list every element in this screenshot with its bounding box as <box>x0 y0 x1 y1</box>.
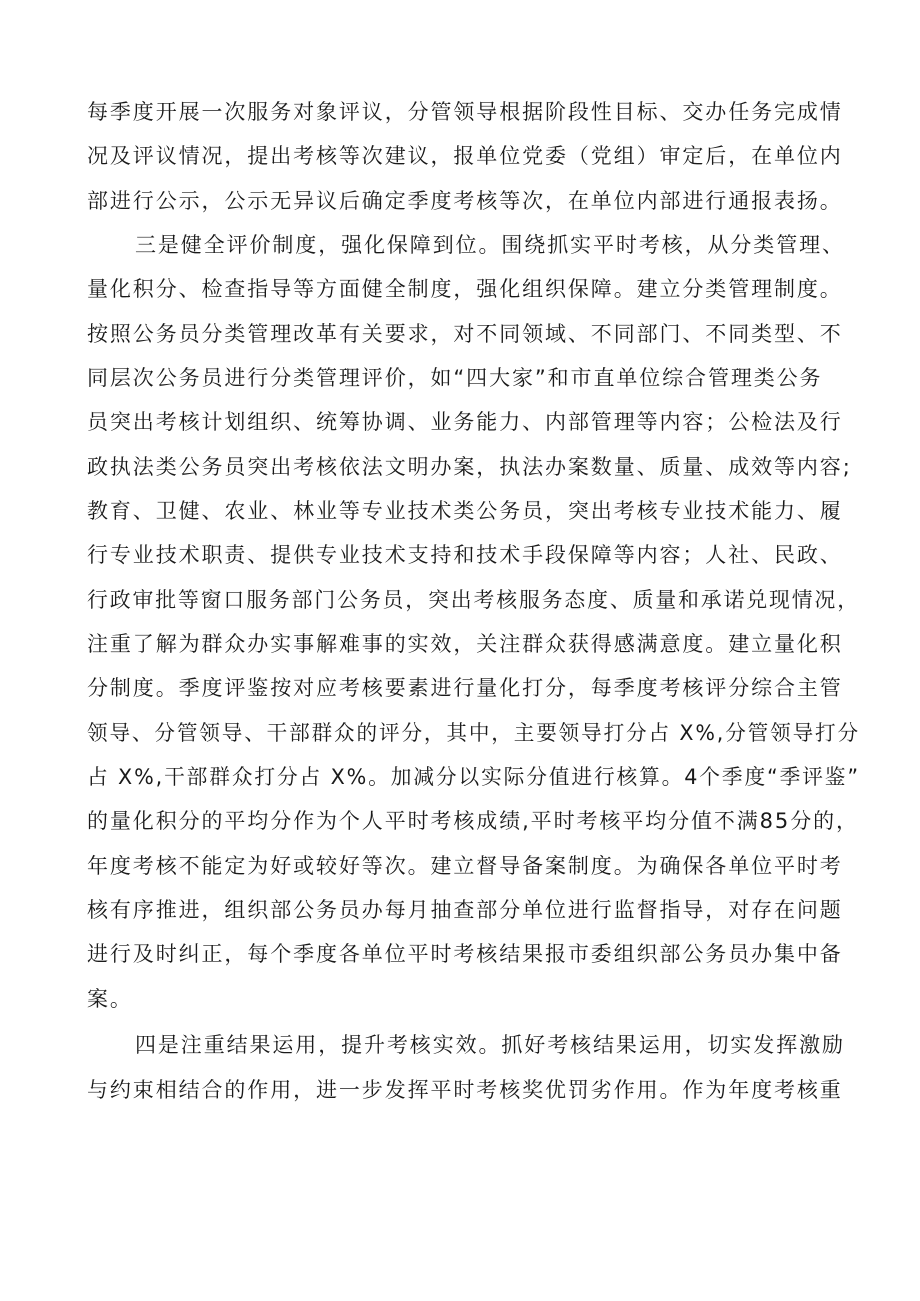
paragraph-2-line-15: 年度考核不能定为好或较好等次。建立督导备案制度。为确保各单位平时考 <box>87 854 843 878</box>
paragraph-2-line-18: 案。 <box>87 987 133 1011</box>
paragraph-2-line-9: 行政审批等窗口服务部门公务员，突出考核服务态度、质量和承诺兑现情况， <box>87 588 861 612</box>
paragraph-2-line-5: 员突出考核计划组织、统筹协调、业务能力、内部管理等内容；公检法及行 <box>87 410 843 434</box>
paragraph-1-line-2: 况及评议情况，提出考核等次建议，报单位党委（党组）审定后，在单位内 <box>87 144 843 168</box>
paragraph-2-line-1: 三是健全评价制度，强化保障到位。围绕抓实平时考核，从分类管理、 <box>135 233 845 257</box>
paragraph-2-line-8: 行专业技术职责、提供专业技术支持和技术手段保障等内容；人社、民政、 <box>87 543 843 567</box>
paragraph-2-line-13: 占 X%,干部群众打分占 X%。加减分以实际分值进行核算。4个季度“季评鉴” <box>87 765 860 789</box>
paragraph-2-line-4: 同层次公务员进行分类管理评价，如“四大家”和市直单位综合管理类公务 <box>87 366 823 390</box>
paragraph-2-line-12: 领导、分管领导、干部群众的评分，其中，主要领导打分占 X%,分管领导打分 <box>87 721 860 745</box>
paragraph-1-line-1: 每季度开展一次服务对象评议，分管领导根据阶段性目标、交办任务完成情 <box>87 100 843 124</box>
paragraph-2-line-11: 分制度。季度评鉴按对应考核要素进行量化打分，每季度考核评分综合主管 <box>87 676 843 700</box>
paragraph-2-line-3: 按照公务员分类管理改革有关要求，对不同领域、不同部门、不同类型、不 <box>87 322 843 346</box>
paragraph-3-line-2: 与约束相结合的作用，进一步发挥平时考核奖优罚劣作用。作为年度考核重 <box>87 1078 843 1102</box>
paragraph-2-line-7: 教育、卫健、农业、林业等专业技术类公务员，突出考核专业技术能力、履 <box>87 499 843 523</box>
paragraph-2-line-14: 的量化积分的平均分作为个人平时考核成绩,平时考核平均分值不满85分的， <box>87 809 859 833</box>
paragraph-2-line-2: 量化积分、检查指导等方面健全制度，强化组织保障。建立分类管理制度。 <box>87 277 843 301</box>
paragraph-1-line-3: 部进行公示，公示无异议后确定季度考核等次，在单位内部进行通报表扬。 <box>87 189 843 213</box>
paragraph-2-line-10: 注重了解为群众办实事解难事的实效，关注群众获得感满意度。建立量化积 <box>87 632 843 656</box>
paragraph-2-line-16: 核有序推进，组织部公务员办每月抽查部分单位进行监督指导，对存在问题 <box>87 898 843 922</box>
paragraph-3-line-1: 四是注重结果运用，提升考核实效。抓好考核结果运用，切实发挥激励 <box>135 1033 845 1057</box>
paragraph-2-line-6: 政执法类公务员突出考核依法文明办案，执法办案数量、质量、成效等内容; <box>87 455 852 479</box>
paragraph-2-line-17: 进行及时纠正，每个季度各单位平时考核结果报市委组织部公务员办集中备 <box>87 942 843 966</box>
